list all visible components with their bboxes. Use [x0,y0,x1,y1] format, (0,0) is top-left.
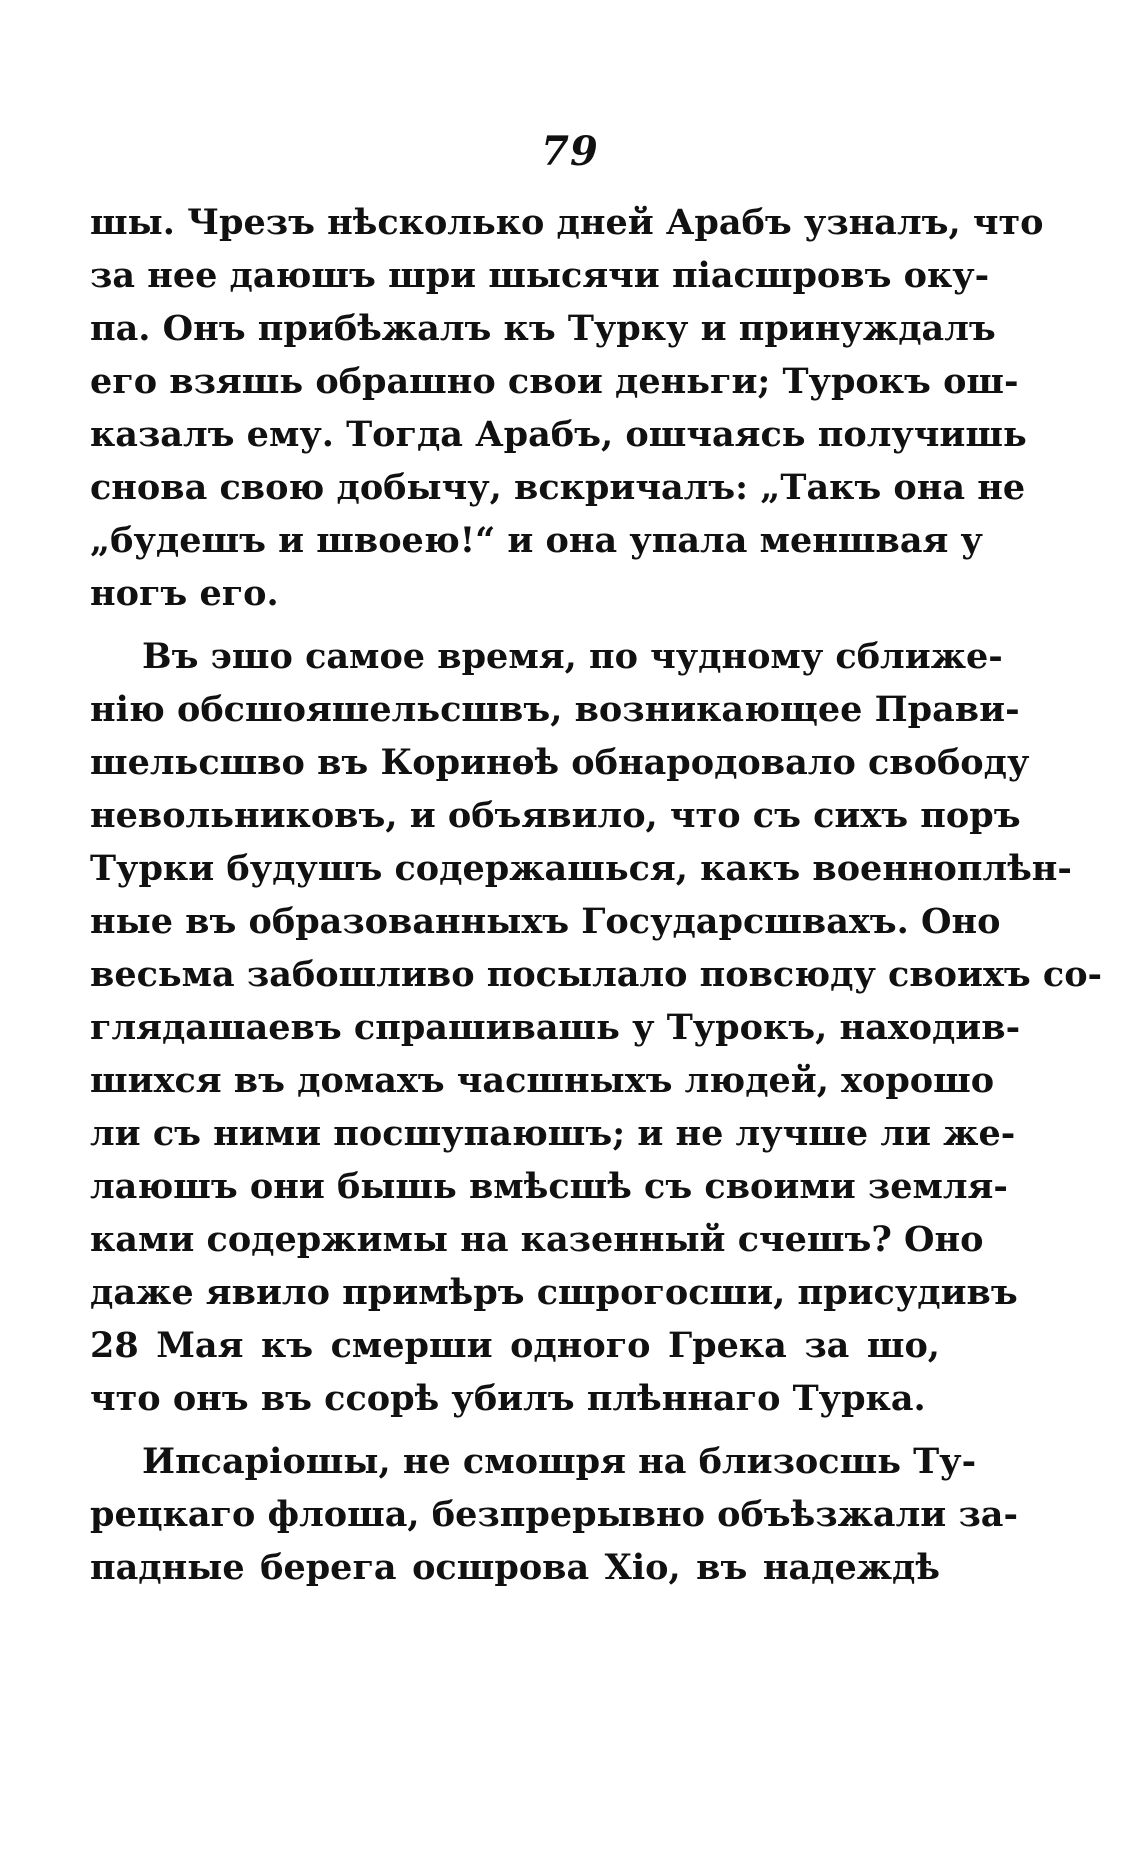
paragraph-gap [90,620,940,630]
text-line: рецкаго флоша, безпрерывно объѣзжали за- [90,1494,1018,1535]
text-line: ли съ ними посшупаюшъ; и не лучше ли же- [90,1113,1016,1154]
text-line: шельсшво въ Коринѳѣ обнародовало свободу [90,742,1030,783]
text-line: 28 Мая къ смерши одного Грека за шо, [90,1325,940,1366]
text-line: глядашаевъ спрашивашь у Турокъ, находив- [90,1007,1021,1048]
text-line: шихся въ домахъ часшныхъ людей, хорошо [90,1060,995,1101]
text-line: Въ эшо самое время, по чудному сближе- [142,636,1003,677]
text-line: казалъ ему. Тогда Арабъ, ошчаясь получишь [90,414,1027,455]
paragraph-gap [90,1425,940,1435]
text-line: Ипсаріошы, не смошря на близосшь Ту- [142,1441,977,1482]
text-line: лаюшъ они бышь вмѣсшѣ съ своими земля- [90,1166,1008,1207]
paragraph-2 [90,630,1103,1425]
text-line: его взяшь обрашно свои деньги; Турокъ ош- [90,361,1019,402]
text-line: невольниковъ, и объявило, что съ сихъ поръ [90,795,1021,836]
text-block [90,196,1103,1594]
text-line: падные берега осшрова Хіо, въ надеждѣ [90,1547,940,1588]
text-line: Турки будушъ содержашься, какъ военноплѣн- [90,848,1072,889]
text-line: „будешъ и швоею!“ и она упала меншвая у [90,520,983,561]
page-number: 79 [541,128,599,175]
text-line: даже явило примѣръ сшрогосши, присудивъ [90,1272,1018,1313]
text-line: ные въ образованныхъ Государсшвахъ. Оно [90,901,1001,942]
text-line: что онъ въ ссорѣ убилъ плѣннаго Турка. [90,1378,926,1419]
text-line: весьма забошливо посылало повсюду своихъ со- [90,954,1103,995]
text-line: шы. Чрезъ нѣсколько дней Арабъ узналъ, что [90,202,1044,243]
paragraph-3 [90,1435,1018,1594]
text-line: за нее даюшъ шри шысячи піасшровъ оку- [90,255,990,296]
text-line: снова свою добычу, вскричалъ: „Такъ она не [90,467,1026,508]
text-line: ногъ его. [90,573,279,614]
text-line: нію обсшояшельсшвъ, возникающее Прави- [90,689,1020,730]
text-line: ками содержимы на казенный счешъ? Оно [90,1219,984,1260]
text-line: па. Онъ прибѣжалъ къ Турку и принуждалъ [90,308,996,349]
paragraph-1 [90,196,1044,620]
